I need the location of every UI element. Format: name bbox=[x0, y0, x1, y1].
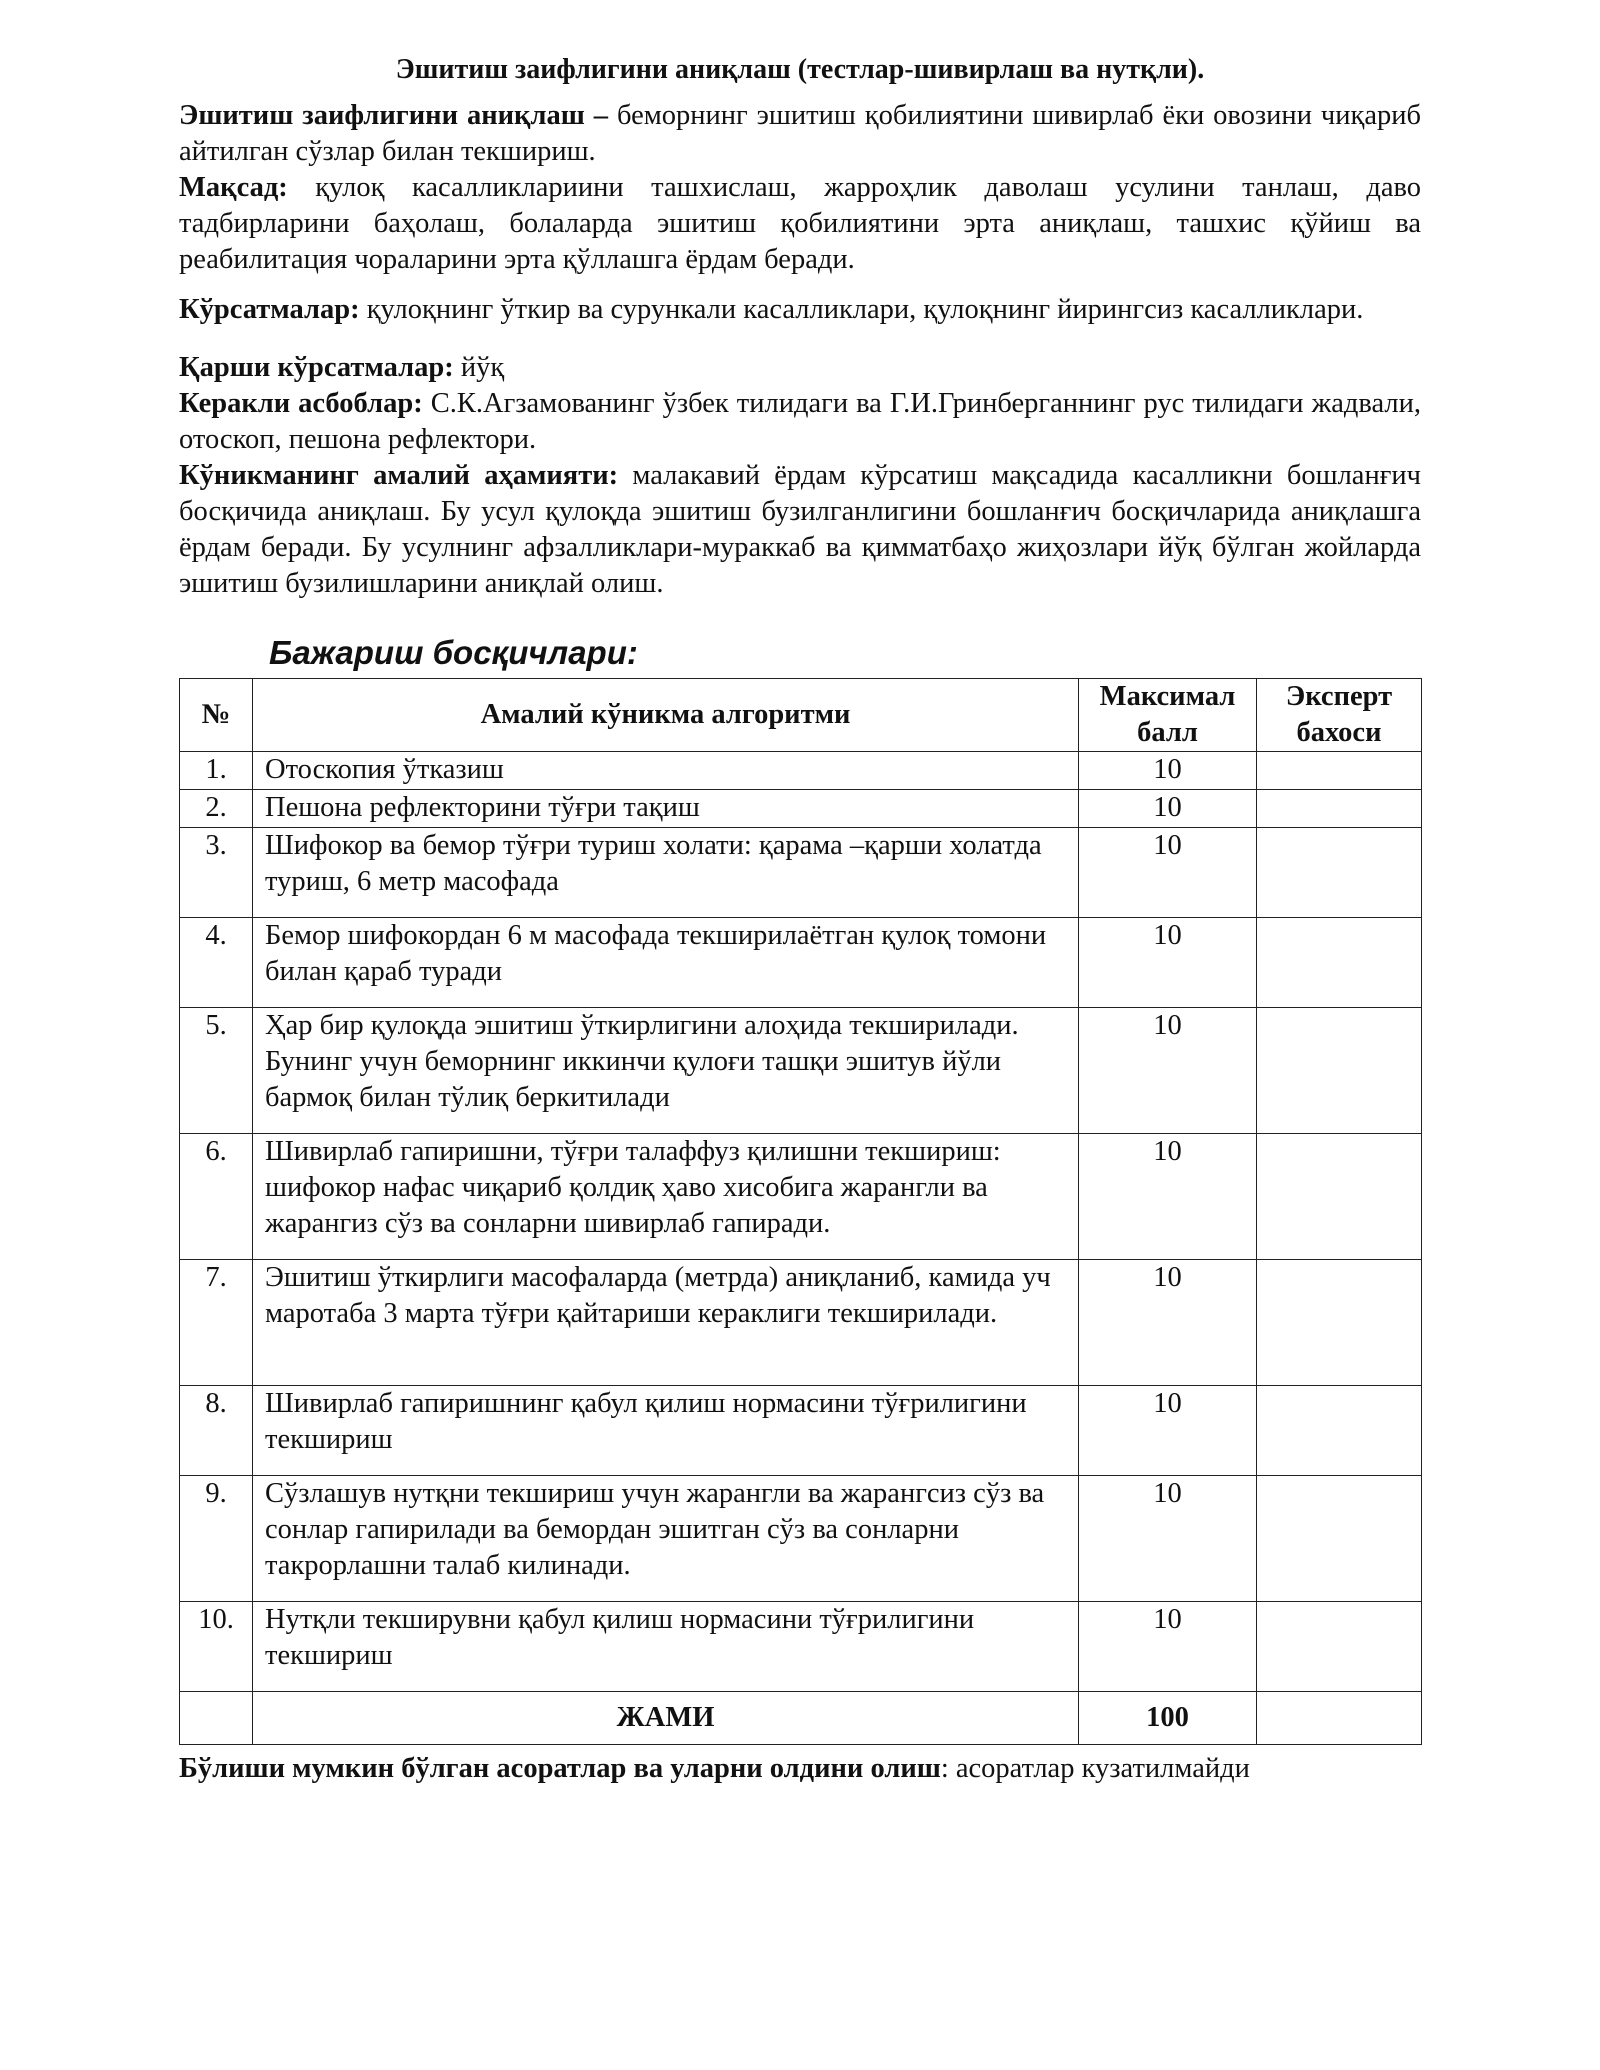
table-row bbox=[180, 1476, 1422, 1602]
step-description: Нутқли текширувни қабул қилиш нормасини тўғрилигини текшириш bbox=[253, 1602, 1079, 1692]
steps-table bbox=[179, 678, 1422, 1745]
table-header-row bbox=[180, 679, 1422, 752]
indications-label: Кўрсатмалар: bbox=[179, 294, 360, 325]
step-description: Шивирлаб гапиришнинг қабул қилиш нормасини тўғрилигини текшириш bbox=[253, 1386, 1079, 1476]
total-value: 100 bbox=[1079, 1692, 1257, 1745]
step-expert-score bbox=[1257, 1476, 1422, 1602]
significance-text: малакавий ёрдам кўрсатиш мақсадида касалликни бошланғич босқичида аниқлаш. Бу усул қулоқда эшитиш бузилганлигини бошланғич босқичларида аниқлашга ёрдам беради. Бу усулнинг афзалликлари-мураккаб ва қимматбаҳо жиҳозлари йўқ бўлган жойларда эшитиш бузилишларини аниқлай олиш. bbox=[179, 460, 1421, 599]
step-number: 4. bbox=[180, 918, 253, 1008]
purpose-text: қулоқ касалликлариини ташхислаш, жарроҳлик даволаш усулини танлаш, даво тадбирларини баҳолаш, болаларда эшитиш қобилиятини эрта аниқлаш, ташхис қўйиш ва реабилитация чораларини эрта қўллашга ёрдам беради. bbox=[179, 172, 1421, 275]
step-max-score: 10 bbox=[1079, 1476, 1257, 1602]
step-expert-score bbox=[1257, 1008, 1422, 1134]
step-max-score: 10 bbox=[1079, 1386, 1257, 1476]
table-body bbox=[180, 752, 1422, 1692]
table-row bbox=[180, 828, 1422, 918]
definition-text: беморнинг эшитиш қобилиятини шивирлаб ёки овозини чиқариб айтилган сўзлар билан текшириш. bbox=[179, 100, 1421, 167]
step-max-score: 10 bbox=[1079, 1260, 1257, 1386]
step-max-score: 10 bbox=[1079, 1008, 1257, 1134]
header-expert-score: Эксперт бахоси bbox=[1257, 679, 1422, 752]
step-description: Сўзлашув нутқни текшириш учун жарангли ва жарангсиз сўз ва сонлар гапирилади ва бемордан эшитган сўз ва сонларни такрорлашни талаб килинади. bbox=[253, 1476, 1079, 1602]
step-expert-score bbox=[1257, 828, 1422, 918]
step-expert-score bbox=[1257, 1260, 1422, 1386]
step-max-score: 10 bbox=[1079, 918, 1257, 1008]
instruments-label: Керакли асбоблар: bbox=[179, 388, 423, 419]
step-max-score: 10 bbox=[1079, 752, 1257, 790]
step-description: Эшитиш ўткирлиги масофаларда (метрда) аниқланиб, камида уч маротаба 3 марта тўғри қайтариши кераклиги текширилади. bbox=[253, 1260, 1079, 1386]
step-description: Бемор шифокордан 6 м масофада текширилаётган қулоқ томони билан қараб туради bbox=[253, 918, 1079, 1008]
purpose-label: Мақсад: bbox=[179, 172, 288, 203]
table-row bbox=[180, 1134, 1422, 1260]
table-row bbox=[180, 1386, 1422, 1476]
step-expert-score bbox=[1257, 1386, 1422, 1476]
document-page bbox=[179, 52, 1421, 1787]
page-title: Эшитиш заифлигини аниқлаш (тестлар-шивирлаш ва нутқли). bbox=[395, 54, 1205, 85]
total-label: ЖАМИ bbox=[253, 1692, 1079, 1745]
step-expert-score bbox=[1257, 752, 1422, 790]
contraindications-label: Қарши кўрсатмалар: bbox=[179, 352, 454, 383]
step-number: 9. bbox=[180, 1476, 253, 1602]
step-number: 1. bbox=[180, 752, 253, 790]
step-expert-score bbox=[1257, 1602, 1422, 1692]
header-max-score: Максимал балл bbox=[1079, 679, 1257, 752]
indications-text: қулоқнинг ўткир ва сурункали касалликлари, қулоқнинг йирингсиз касалликлари. bbox=[359, 294, 1364, 325]
significance-paragraph bbox=[179, 458, 1421, 602]
step-number: 2. bbox=[180, 790, 253, 828]
complications-paragraph bbox=[179, 1751, 1421, 1787]
step-description: Ҳар бир қулоқда эшитиш ўткирлигини алоҳида текширилади. Бунинг учун беморнинг иккинчи қулоғи ташқи эшитув йўли бармоқ билан тўлиқ беркитилади bbox=[253, 1008, 1079, 1134]
step-description: Отоскопия ўтказиш bbox=[253, 752, 1079, 790]
table-row bbox=[180, 1260, 1422, 1386]
instruments-paragraph bbox=[179, 386, 1421, 458]
total-expert-cell bbox=[1257, 1692, 1422, 1745]
complications-text: : асоратлар кузатилмайди bbox=[940, 1753, 1250, 1784]
step-max-score: 10 bbox=[1079, 1602, 1257, 1692]
contraindications-paragraph bbox=[179, 350, 1421, 386]
step-number: 10. bbox=[180, 1602, 253, 1692]
table-row bbox=[180, 1602, 1422, 1692]
significance-label: Кўникманинг амалий аҳамияти: bbox=[179, 460, 619, 491]
step-number: 6. bbox=[180, 1134, 253, 1260]
header-algorithm: Амалий кўникма алгоритми bbox=[253, 679, 1079, 752]
contraindications-text: йўқ bbox=[453, 352, 505, 383]
step-max-score: 10 bbox=[1079, 1134, 1257, 1260]
total-row bbox=[180, 1692, 1422, 1745]
step-number: 7. bbox=[180, 1260, 253, 1386]
instruments-text: С.К.Агзамованинг ўзбек тилидаги ва Г.И.Гринберганнинг рус тилидаги жадвали, отоскоп, пешона рефлектори. bbox=[179, 388, 1421, 455]
complications-label: Бўлиши мумкин бўлган асоратлар ва уларни олдини олиш bbox=[179, 1753, 941, 1784]
step-expert-score bbox=[1257, 918, 1422, 1008]
step-max-score: 10 bbox=[1079, 790, 1257, 828]
steps-heading: Бажариш босқичлари: bbox=[269, 634, 638, 671]
purpose-paragraph bbox=[179, 170, 1421, 278]
step-number: 3. bbox=[180, 828, 253, 918]
step-description: Шифокор ва бемор тўғри туриш холати: қарама –қарши холатда туриш, 6 метр масофада bbox=[253, 828, 1079, 918]
indications-paragraph bbox=[179, 292, 1421, 328]
definition-label: Эшитиш заифлигини аниқлаш – bbox=[179, 100, 608, 131]
step-description: Пешона рефлекторини тўғри тақиш bbox=[253, 790, 1079, 828]
table-row bbox=[180, 918, 1422, 1008]
table-row bbox=[180, 790, 1422, 828]
step-description: Шивирлаб гапиришни, тўғри талаффуз қилишни текшириш: шифокор нафас чиқариб қолдиқ ҳаво хисобига жарангли ва жарангиз сўз ва сонларни шивирлаб гапиради. bbox=[253, 1134, 1079, 1260]
header-number: № bbox=[180, 679, 253, 752]
step-max-score: 10 bbox=[1079, 828, 1257, 918]
step-number: 5. bbox=[180, 1008, 253, 1134]
total-number-cell bbox=[180, 1692, 253, 1745]
table-row bbox=[180, 1008, 1422, 1134]
step-number: 8. bbox=[180, 1386, 253, 1476]
definition-paragraph bbox=[179, 98, 1421, 170]
step-expert-score bbox=[1257, 1134, 1422, 1260]
step-expert-score bbox=[1257, 790, 1422, 828]
table-row bbox=[180, 752, 1422, 790]
